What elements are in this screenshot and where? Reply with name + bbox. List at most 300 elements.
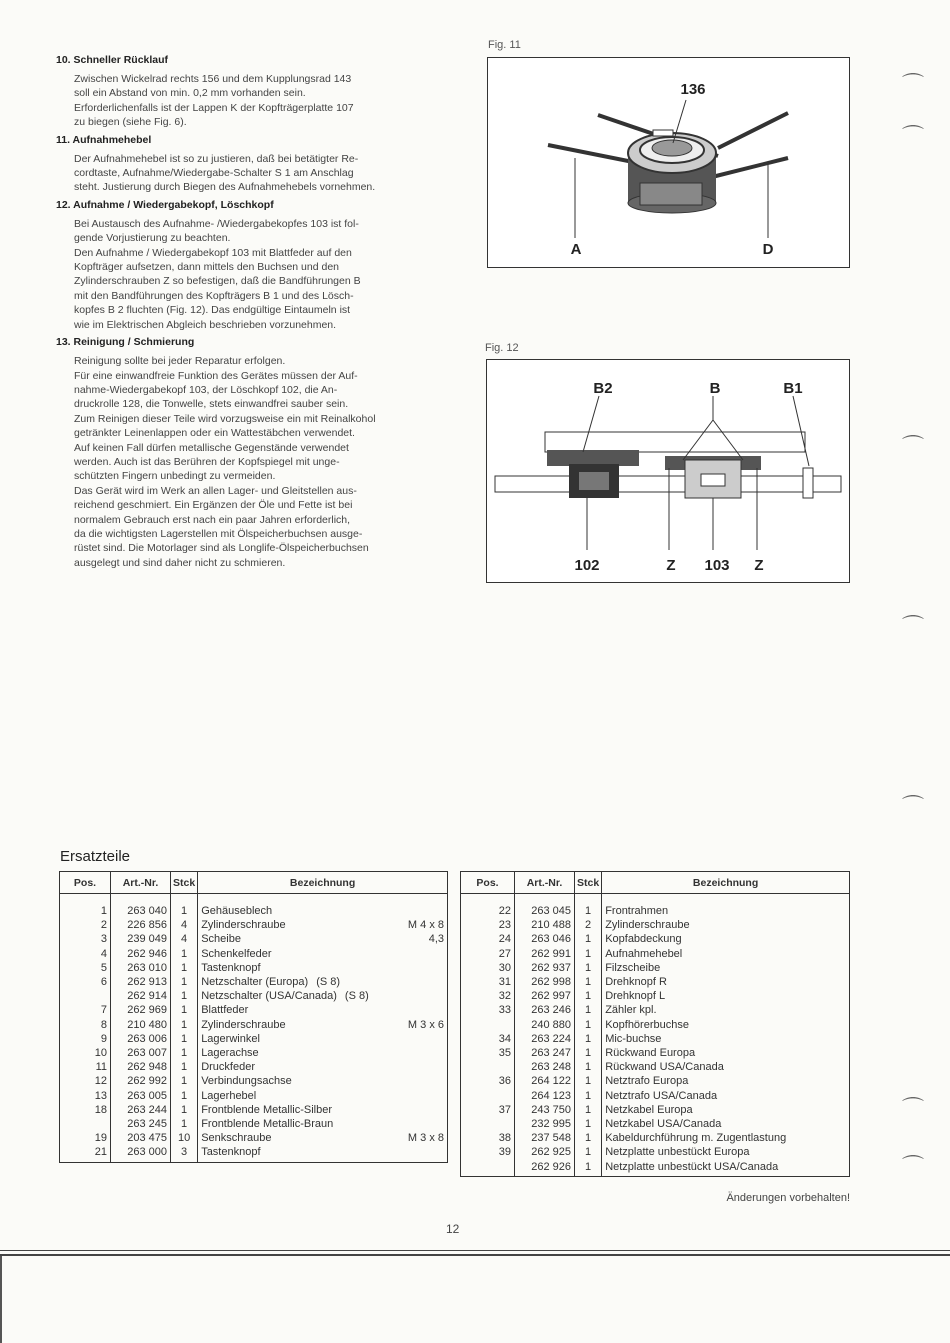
cell-bezeichnung: [602, 989, 850, 1003]
cell-stck: 1: [575, 1074, 602, 1088]
text-line: schützten Fingern unbedingt zu vermeiden.: [74, 470, 276, 483]
table-row: [60, 1131, 448, 1145]
cell-bezeichnung: [602, 1074, 850, 1088]
text-line: nahme-Wiedergabekopf 103, der Löschkopf 102, die An-: [74, 383, 338, 396]
cell-bezeichnung: [198, 1018, 448, 1032]
cell-stck: 1: [171, 1018, 198, 1032]
text-line: Der Aufnahmehebel ist so zu justieren, daß bei betätigter Re-: [74, 152, 359, 165]
section-body: [74, 217, 420, 332]
page-number: 12: [446, 1222, 460, 1236]
table-row: [461, 1003, 850, 1017]
cell-art-nr: 226 856: [111, 918, 171, 932]
fig12-box: [486, 359, 850, 583]
cell-stck: 1: [575, 947, 602, 961]
cell-stck: 2: [575, 918, 602, 932]
page-bottom-rule-thick: [0, 1254, 950, 1256]
table-row: [461, 1160, 850, 1177]
table-row: [461, 989, 850, 1003]
cell-pos: 5: [60, 961, 111, 975]
part-description: Lagerhebel: [201, 1089, 257, 1102]
cell-stck: 1: [575, 989, 602, 1003]
cell-bezeichnung: [602, 961, 850, 975]
cell-bezeichnung: [198, 975, 448, 989]
part-description: Druckfeder: [201, 1061, 255, 1074]
page-bottom-rule: [0, 1250, 950, 1251]
header-pos: Pos.: [461, 872, 515, 894]
text-line: druckrolle 128, die Tonwelle, stets einwandfrei sauber sein.: [74, 398, 349, 411]
cell-art-nr: 240 880: [515, 1018, 575, 1032]
cell-pos: 36: [461, 1074, 515, 1088]
text-line: gende Vorjustierung zu beachten.: [74, 232, 231, 245]
part-description: Zähler kpl.: [605, 1004, 657, 1017]
header-bezeichnung: Bezeichnung: [198, 872, 448, 894]
cell-bezeichnung: [602, 932, 850, 946]
cell-bezeichnung: [198, 1074, 448, 1088]
cell-bezeichnung: [198, 1032, 448, 1046]
cell-art-nr: 262 913: [111, 975, 171, 989]
part-spec: M 3 x 6: [407, 1018, 444, 1031]
section-body: [74, 152, 420, 195]
instruction-sections: [56, 54, 420, 570]
part-spec: 4,3: [428, 933, 444, 946]
cell-art-nr: 263 040: [111, 894, 171, 919]
part-description: Kabeldurchführung m. Zugentlastung: [605, 1132, 787, 1145]
cell-art-nr: 263 010: [111, 961, 171, 975]
cell-bezeichnung: [602, 975, 850, 989]
part-description: Netzschalter (Europa): [201, 976, 309, 989]
page-left-edge: [0, 1256, 2, 1343]
cell-pos: 35: [461, 1046, 515, 1060]
fig12-callout-z-left: Z: [666, 557, 676, 574]
part-description: Zylinderschraube: [605, 919, 690, 932]
text-line: kopfes B 2 fluchten (Fig. 12). Das endgültige Eintaumeln ist: [74, 304, 351, 317]
cell-bezeichnung: [602, 947, 850, 961]
cell-stck: 1: [575, 1018, 602, 1032]
cell-pos: [60, 1117, 111, 1131]
text-line: mit den Bandführungen des Kopfträgers B 1 und des Lösch-: [74, 289, 354, 302]
header-stck: Stck: [575, 872, 602, 894]
cell-stck: 1: [171, 1046, 198, 1060]
part-description: Drehknopf L: [605, 990, 666, 1003]
cell-stck: 1: [575, 1160, 602, 1177]
cell-pos: 33: [461, 1003, 515, 1017]
cell-art-nr: 262 998: [515, 975, 575, 989]
cell-art-nr: 243 750: [515, 1103, 575, 1117]
cell-art-nr: 263 007: [111, 1046, 171, 1060]
text-line: Bei Austausch des Aufnahme- /Wiedergabekopfes 103 ist fol-: [74, 217, 359, 230]
binder-hole-mark: ⌒: [902, 434, 925, 459]
table-row: [60, 1074, 448, 1088]
text-line: soll ein Abstand von min. 0,2 mm vorhanden sein.: [74, 87, 306, 100]
text-line: cordtaste, Aufnahme/Wiedergabe-Schalter S 1 am Anschlag: [74, 167, 354, 180]
cell-bezeichnung: [602, 1145, 850, 1159]
part-description: Tastenknopf: [201, 1146, 261, 1159]
fig12-label: Fig. 12: [485, 342, 519, 354]
cell-art-nr: 262 992: [111, 1074, 171, 1088]
cell-art-nr: 237 548: [515, 1131, 575, 1145]
fig12-callout-103: 103: [704, 557, 730, 574]
section-body: [74, 354, 420, 570]
cell-art-nr: 232 995: [515, 1117, 575, 1131]
table-row: [461, 1131, 850, 1145]
cell-art-nr: 262 914: [111, 989, 171, 1003]
cell-bezeichnung: [198, 1117, 448, 1131]
table-row: [60, 918, 448, 932]
part-description: Schenkelfeder: [201, 947, 272, 960]
cell-bezeichnung: [602, 1117, 850, 1131]
fig11-callout-d: D: [762, 241, 774, 258]
cell-stck: 1: [171, 1117, 198, 1131]
cell-art-nr: 263 246: [515, 1003, 575, 1017]
table-row: [461, 1018, 850, 1032]
cell-stck: 1: [171, 961, 198, 975]
part-description: Drehknopf R: [605, 976, 667, 989]
text-line: steht. Justierung durch Biegen des Aufnahmehebels vornehmen.: [74, 181, 376, 194]
cell-bezeichnung: [198, 1046, 448, 1060]
part-description: Verbindungsachse: [201, 1075, 292, 1088]
cell-pos: 3: [60, 932, 111, 946]
cell-pos: 24: [461, 932, 515, 946]
cell-bezeichnung: [198, 1103, 448, 1117]
parts-title: Ersatzteile: [60, 848, 131, 865]
cell-bezeichnung: [198, 1060, 448, 1074]
cell-pos: 2: [60, 918, 111, 932]
cell-bezeichnung: [198, 932, 448, 946]
cell-art-nr: 263 248: [515, 1060, 575, 1074]
fig11-callout-136: 136: [680, 81, 706, 98]
part-description: Scheibe: [201, 933, 241, 946]
section-title: 13. Reinigung / Schmierung: [56, 336, 195, 349]
table-row: [461, 975, 850, 989]
cell-pos: 38: [461, 1131, 515, 1145]
cell-pos: 34: [461, 1032, 515, 1046]
table-row: [60, 1060, 448, 1074]
text-line: reichend geschmiert. Ein Ergänzen der Öle und Fette ist bei: [74, 499, 353, 512]
cell-bezeichnung: [198, 1145, 448, 1162]
cell-pos: 18: [60, 1103, 111, 1117]
cell-art-nr: 262 925: [515, 1145, 575, 1159]
cell-stck: 1: [171, 947, 198, 961]
table-row: [60, 1032, 448, 1046]
part-description: Senkschraube: [201, 1132, 272, 1145]
cell-bezeichnung: [602, 1160, 850, 1177]
part-description: Rückwand USA/Canada: [605, 1061, 724, 1074]
table-row: [461, 947, 850, 961]
cell-bezeichnung: [602, 1131, 850, 1145]
cell-pos: [60, 989, 111, 1003]
parts-table-left: [59, 871, 448, 1163]
part-description: Kopfabdeckung: [605, 933, 682, 946]
text-line: Zum Reinigen dieser Teile wird vorzugsweise ein mit Reinalkohol: [74, 412, 376, 425]
cell-stck: 3: [171, 1145, 198, 1162]
part-description: Kopfhörerbuchse: [605, 1018, 689, 1031]
fig12-callout-z-right: Z: [754, 557, 764, 574]
table-row: [461, 894, 850, 919]
table-row: [60, 975, 448, 989]
cell-art-nr: 203 475: [111, 1131, 171, 1145]
part-description: Filzscheibe: [605, 961, 661, 974]
cell-bezeichnung: [602, 1060, 850, 1074]
cell-art-nr: 239 049: [111, 932, 171, 946]
cell-bezeichnung: [198, 947, 448, 961]
cell-pos: 21: [60, 1145, 111, 1162]
cell-stck: 1: [171, 1089, 198, 1103]
text-line: Erforderlichenfalls ist der Lappen K der Kopfträgerplatte 107: [74, 101, 354, 114]
part-description: Tastenknopf: [201, 961, 261, 974]
part-description: Netzkabel Europa: [605, 1103, 693, 1116]
cell-art-nr: 262 946: [111, 947, 171, 961]
fig12-callout-b1: B1: [783, 380, 803, 397]
part-description: Netztrafo Europa: [605, 1075, 689, 1088]
text-line: Den Aufnahme / Wiedergabekopf 103 mit Blattfeder auf den: [74, 246, 352, 259]
cell-stck: 4: [171, 918, 198, 932]
text-line: Zwischen Wickelrad rechts 156 und dem Kupplungsrad 143: [74, 73, 352, 85]
cell-pos: 23: [461, 918, 515, 932]
cell-stck: 1: [575, 1003, 602, 1017]
header-art-nr: Art.-Nr.: [515, 872, 575, 894]
cell-pos: 27: [461, 947, 515, 961]
cell-stck: 1: [171, 975, 198, 989]
cell-bezeichnung: [198, 1003, 448, 1017]
cell-bezeichnung: [602, 918, 850, 932]
text-line: wie im Elektrischen Abgleich beschrieben vorzunehmen.: [74, 318, 337, 331]
part-description: Netzplatte unbestückt Europa: [605, 1146, 750, 1159]
cell-art-nr: 263 045: [515, 894, 575, 919]
text-line: Für eine einwandfreie Funktion des Gerätes müssen der Auf-: [74, 369, 358, 382]
table-row: [60, 961, 448, 975]
text-line: zu biegen (siehe Fig. 6).: [74, 116, 187, 129]
cell-pos: 10: [60, 1046, 111, 1060]
table-row: [60, 947, 448, 961]
part-description: Netzplatte unbestückt USA/Canada: [605, 1160, 779, 1173]
binder-hole-mark: ⌒: [902, 1154, 925, 1179]
cell-pos: 9: [60, 1032, 111, 1046]
table-row: [461, 1145, 850, 1159]
cell-bezeichnung: [602, 1032, 850, 1046]
table-header-row: [60, 872, 448, 894]
cell-bezeichnung: [198, 1131, 448, 1145]
part-description: Rückwand Europa: [605, 1047, 696, 1060]
part-spec: M 4 x 8: [407, 919, 444, 932]
table-row: [60, 1046, 448, 1060]
part-description: Zylinderschraube: [201, 919, 286, 932]
cell-stck: 1: [575, 975, 602, 989]
cell-bezeichnung: [602, 1103, 850, 1117]
part-description: Mic-buchse: [605, 1032, 662, 1045]
fig11-box: [487, 57, 850, 268]
table-row: [461, 1103, 850, 1117]
text-line: da die wichtigsten Lagerstellen mit Ölspeicherbuchsen ausge-: [74, 527, 363, 540]
cell-stck: 1: [171, 1074, 198, 1088]
part-description: Netzschalter (USA/Canada): [201, 990, 337, 1003]
cell-pos: [461, 1117, 515, 1131]
cell-bezeichnung: [602, 1089, 850, 1103]
cell-pos: [461, 1160, 515, 1177]
cell-pos: [461, 1089, 515, 1103]
cell-pos: 31: [461, 975, 515, 989]
cell-stck: 1: [171, 989, 198, 1003]
part-description: Aufnahmehebel: [605, 947, 683, 960]
part-description: Gehäuseblech: [201, 905, 273, 917]
cell-stck: 1: [171, 1003, 198, 1017]
cell-art-nr: 210 488: [515, 918, 575, 932]
cell-pos: [461, 1018, 515, 1032]
table-row: [461, 1060, 850, 1074]
table-row: [60, 1003, 448, 1017]
fig12-drawing: [487, 360, 849, 582]
section-title: 12. Aufnahme / Wiedergabekopf, Löschkopf: [56, 198, 274, 211]
fig11-label: Fig. 11: [488, 39, 521, 51]
text-line: normalem Gebrauch erst nach ein paar Jahren erforderlich,: [74, 513, 351, 526]
table-row: [60, 1089, 448, 1103]
part-description: Zylinderschraube: [201, 1018, 286, 1031]
cell-stck: 1: [575, 1145, 602, 1159]
part-description: Blattfeder: [201, 1004, 249, 1017]
table-row: [60, 1018, 448, 1032]
cell-art-nr: 264 123: [515, 1089, 575, 1103]
text-line: Kopfträger aufsetzen, dann mittels den Buchsen und den: [74, 261, 340, 274]
part-spec: M 3 x 8: [407, 1132, 444, 1145]
footer-note: Änderungen vorbehalten!: [726, 1192, 850, 1204]
cell-stck: 1: [575, 1032, 602, 1046]
table-row: [461, 1089, 850, 1103]
fig11-callout-a: A: [570, 241, 582, 258]
header-pos: Pos.: [60, 872, 111, 894]
cell-bezeichnung: [198, 918, 448, 932]
cell-stck: 10: [171, 1131, 198, 1145]
cell-pos: 32: [461, 989, 515, 1003]
part-spec: (S 8): [344, 990, 369, 1003]
cell-art-nr: 264 122: [515, 1074, 575, 1088]
cell-stck: 1: [575, 932, 602, 946]
part-spec: (S 8): [316, 976, 341, 989]
cell-pos: 37: [461, 1103, 515, 1117]
table-row: [60, 1145, 448, 1162]
cell-art-nr: 262 948: [111, 1060, 171, 1074]
cell-stck: 1: [171, 1032, 198, 1046]
part-description: Frontblende Metallic-Braun: [201, 1118, 334, 1131]
cell-art-nr: 263 006: [111, 1032, 171, 1046]
part-description: Netztrafo USA/Canada: [605, 1089, 718, 1102]
cell-stck: 4: [171, 932, 198, 946]
cell-pos: 22: [461, 894, 515, 919]
cell-bezeichnung: [198, 894, 448, 919]
table-header-row: [461, 872, 850, 894]
cell-bezeichnung: [198, 989, 448, 1003]
cell-pos: 4: [60, 947, 111, 961]
fig12-callout-b: B: [709, 380, 721, 397]
cell-pos: 6: [60, 975, 111, 989]
cell-stck: 1: [171, 1060, 198, 1074]
table-row: [461, 1046, 850, 1060]
cell-stck: 1: [575, 1131, 602, 1145]
text-line: Reinigung sollte bei jeder Reparatur erfolgen.: [74, 355, 286, 368]
cell-stck: 1: [575, 1060, 602, 1074]
cell-pos: 39: [461, 1145, 515, 1159]
cell-pos: 12: [60, 1074, 111, 1088]
cell-art-nr: 263 000: [111, 1145, 171, 1162]
table-row: [461, 918, 850, 932]
cell-stck: 1: [575, 894, 602, 919]
cell-stck: 1: [575, 1046, 602, 1060]
cell-art-nr: 262 969: [111, 1003, 171, 1017]
text-line: Das Gerät wird im Werk an allen Lager- und Gleitstellen aus-: [74, 484, 357, 497]
binder-hole-mark: ⌒: [902, 614, 925, 639]
cell-pos: 19: [60, 1131, 111, 1145]
cell-art-nr: 262 926: [515, 1160, 575, 1177]
cell-pos: 13: [60, 1089, 111, 1103]
cell-pos: 11: [60, 1060, 111, 1074]
cell-pos: [461, 1060, 515, 1074]
header-bezeichnung: Bezeichnung: [602, 872, 850, 894]
cell-stck: 1: [575, 1089, 602, 1103]
table-row: [60, 989, 448, 1003]
text-line: Zylinderschrauben Z so befestigen, daß die Bandführungen B: [74, 275, 361, 288]
header-stck: Stck: [171, 872, 198, 894]
cell-pos: 1: [60, 894, 111, 919]
part-description: Frontrahmen: [605, 905, 669, 917]
section-title: 11. Aufnahmehebel: [56, 133, 152, 146]
part-description: Lagerwinkel: [201, 1032, 260, 1045]
table-row: [60, 1103, 448, 1117]
table-row: [60, 932, 448, 946]
table-row: [461, 1032, 850, 1046]
text-line: rüstet sind. Die Motorlager sind als Longlife-Ölspeicherbuchsen: [74, 542, 369, 555]
binder-hole-mark: ⌒: [902, 794, 925, 819]
cell-pos: 30: [461, 961, 515, 975]
fig12-callout-102: 102: [574, 557, 600, 574]
header-art-nr: Art.-Nr.: [111, 872, 171, 894]
cell-art-nr: 210 480: [111, 1018, 171, 1032]
part-description: Lagerachse: [201, 1047, 259, 1060]
text-line: getränkter Leinenlappen oder ein Wattestäbchen verwendet.: [74, 427, 355, 440]
binder-hole-mark: ⌒: [902, 1096, 925, 1121]
part-description: Netzkabel USA/Canada: [605, 1118, 722, 1131]
parts-table-right: [460, 871, 850, 1177]
cell-art-nr: 263 245: [111, 1117, 171, 1131]
cell-art-nr: 263 244: [111, 1103, 171, 1117]
cell-bezeichnung: [198, 961, 448, 975]
cell-bezeichnung: [602, 1046, 850, 1060]
text-column: [56, 54, 420, 574]
cell-stck: 1: [575, 1103, 602, 1117]
cell-pos: 8: [60, 1018, 111, 1032]
part-description: Frontblende Metallic-Silber: [201, 1103, 333, 1116]
cell-art-nr: 263 005: [111, 1089, 171, 1103]
cell-art-nr: 263 046: [515, 932, 575, 946]
cell-stck: 1: [575, 1117, 602, 1131]
cell-stck: 1: [171, 1103, 198, 1117]
cell-bezeichnung: [602, 1018, 850, 1032]
table-row: [461, 961, 850, 975]
table-row: [461, 1117, 850, 1131]
fig12-callout-b2: B2: [593, 380, 613, 397]
cell-art-nr: 262 997: [515, 989, 575, 1003]
cell-stck: 1: [171, 894, 198, 919]
table-row: [461, 932, 850, 946]
table-row: [60, 894, 448, 919]
section-body: [74, 72, 420, 130]
cell-pos: 7: [60, 1003, 111, 1017]
cell-bezeichnung: [602, 894, 850, 919]
cell-stck: 1: [575, 961, 602, 975]
text-line: Auf keinen Fall dürfen metallische Gegenstände verwendet: [74, 441, 349, 454]
table-row: [461, 1074, 850, 1088]
cell-art-nr: 262 937: [515, 961, 575, 975]
fig11-drawing: [488, 58, 849, 267]
text-line: ausgelegt und sind daher nicht zu schmieren.: [74, 556, 286, 569]
binder-hole-mark: ⌒: [902, 124, 925, 149]
